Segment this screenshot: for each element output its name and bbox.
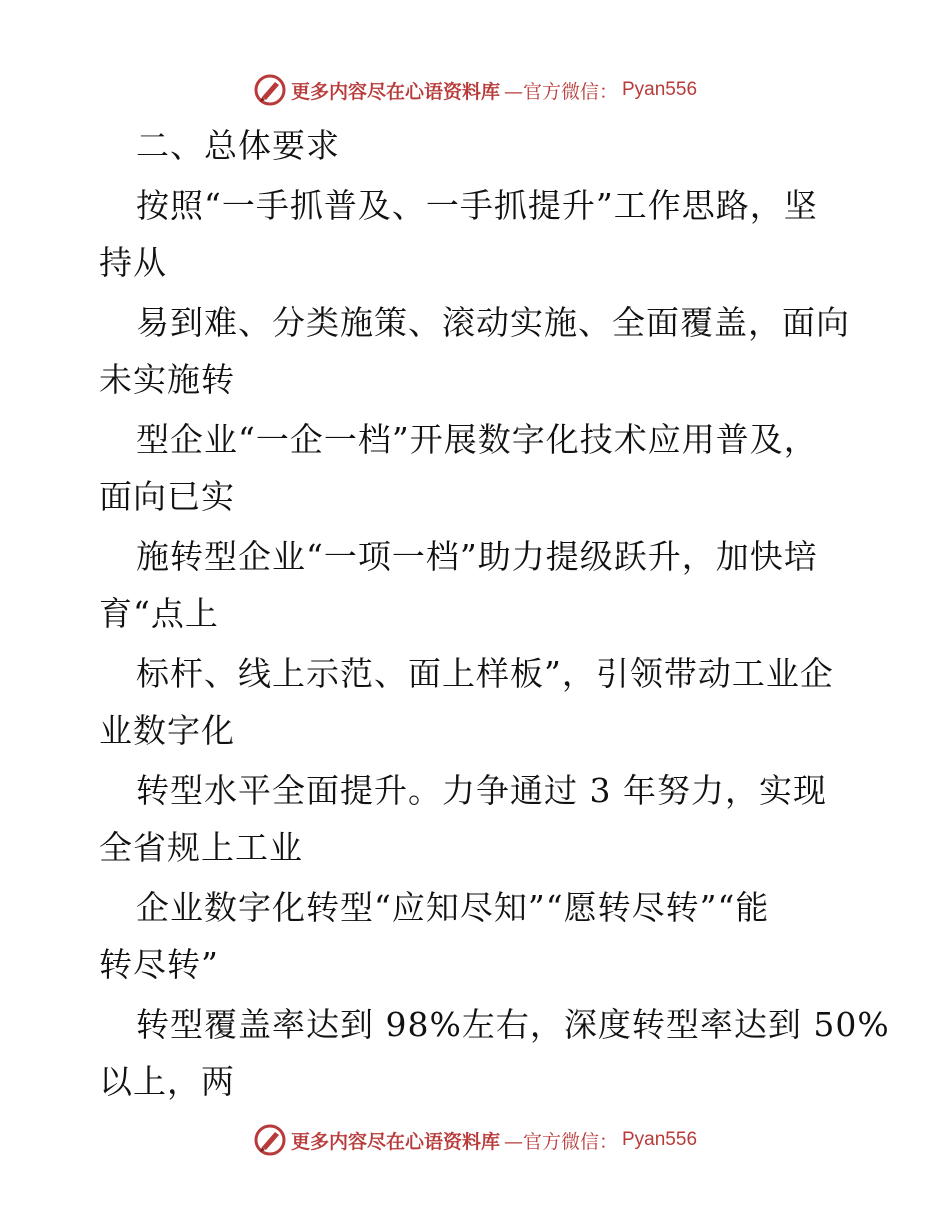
text-line: 面向已实 <box>99 477 235 516</box>
text-line: 转型水平全面提升。力争通过 3 年努力，实现 <box>136 771 827 810</box>
text-line: 施转型企业“一项一档”助力提级跃升，加快培 <box>136 537 818 576</box>
banner-wechat-label: —官方微信： <box>503 80 618 103</box>
text-line: 未实施转 <box>99 360 235 399</box>
text-line: 持从 <box>99 243 167 282</box>
text-line: 转型覆盖率达到 98%左右，深度转型率达到 50% <box>136 1005 890 1044</box>
footer-banner <box>0 1120 950 1160</box>
banner-wechat-label: —官方微信： <box>503 1130 618 1153</box>
text-line: 育“点上 <box>99 594 219 633</box>
text-line: 标杆、线上示范、面上样板”，引领带动工业企 <box>136 654 834 693</box>
text-line: 以上，两 <box>99 1062 235 1101</box>
text-line: 型企业“一企一档”开展数字化技术应用普及， <box>136 420 818 459</box>
banner-site-name: 更多内容尽在心语资料库 <box>290 1130 500 1153</box>
banner-site-name: 更多内容尽在心语资料库 <box>290 80 500 103</box>
text-line: 业数字化 <box>99 711 235 750</box>
text-line: 按照“一手抓普及、一手抓提升”工作思路，坚 <box>136 186 818 225</box>
banner-wechat-id: Pyan556 <box>622 1129 698 1150</box>
text-line: 转尽转” <box>99 945 219 984</box>
text-line: 企业数字化转型“应知尽知”“愿转尽转”“能 <box>136 888 770 927</box>
banner-wechat-id: Pyan556 <box>622 79 698 100</box>
text-line: 易到难、分类施策、滚动实施、全面覆盖，面向 <box>136 303 850 342</box>
pen-logo-icon <box>253 1123 287 1157</box>
text-line: 全省规上工业 <box>99 828 303 867</box>
section-heading: 二、总体要求 <box>136 126 340 165</box>
